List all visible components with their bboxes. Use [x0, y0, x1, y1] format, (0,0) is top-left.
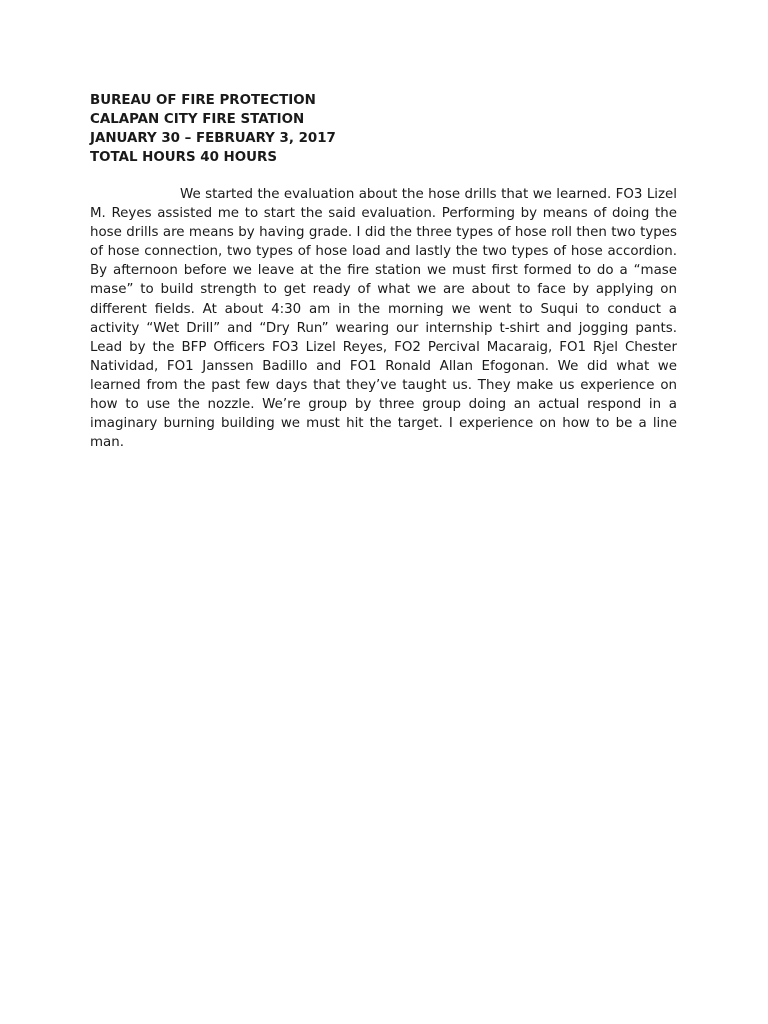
heading-total-hours: TOTAL HOURS 40 HOURS: [90, 150, 277, 166]
document-heading: [90, 91, 680, 167]
heading-date-range: JANUARY 30 – FEBRUARY 3, 2017: [90, 131, 336, 147]
heading-organization: BUREAU OF FIRE PROTECTION: [90, 93, 316, 108]
body-paragraph: We started the evaluation about the hose drills that we learned. FO3 Lizel M. Reyes assisted me to start the said evaluation. Performing by means of doing the hose drills are means by having grade. I did the three types of hose roll then two types of hose connection, two types of hose load and lastly the two types of hose accordion. By afternoon before we leave at the fire station we must first formed to do a “mase mase” to build strength to get ready of what we are about to face by applying on different fields. At about 4:30 am in the morning we went to Suqui to conduct a activity “Wet Drill” and “Dry Run” wearing our internship t-shirt and jogging pants. Lead by the BFP Officers FO3 Lizel Reyes, FO2 Percival Macaraig, FO1 Rjel Chester Natividad, FO1 Janssen Badillo and FO1 Ronald Allan Efogonan. We did what we learned from the past few days that they’ve taught us. They make us experience on how to use the nozzle. We’re group by three group doing an actual respond in a imaginary burning building we must hit the target. I experience on how to be a line man.: [90, 187, 677, 451]
heading-station: CALAPAN CITY FIRE STATION: [90, 112, 305, 128]
